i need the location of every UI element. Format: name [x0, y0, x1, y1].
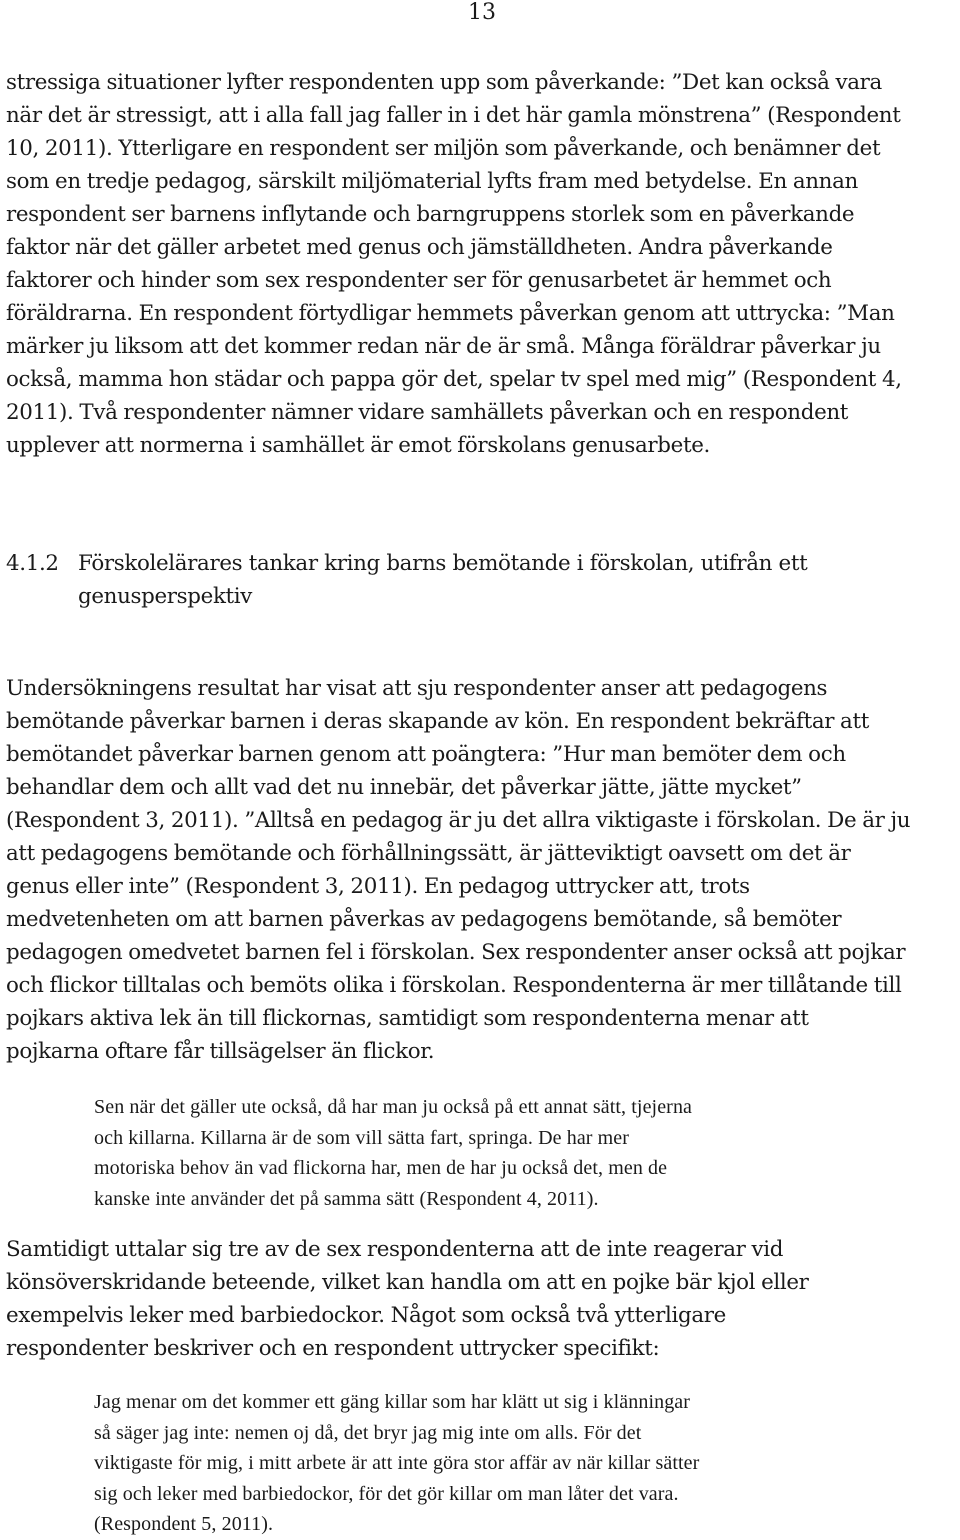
- text-line: genus eller inte” (Respondent 3, 2011). En pedagog uttrycker att, trots: [6, 874, 750, 899]
- quote-line: Sen när det gäller ute också, då har man ju också på ett annat sätt, tjejerna: [94, 1096, 693, 1118]
- text-line: faktorer och hinder som sex respondenter ser för genusarbetet är hemmet och: [6, 268, 832, 293]
- quote-line: sig och leker med barbiedockor, för det gör killar om man låter det vara.: [94, 1482, 679, 1505]
- text-line: bemötande påverkar barnen i deras skapande av kön. En respondent bekräftar att: [6, 709, 869, 734]
- text-line: medvetenheten om att barnen påverkas av pedagogens bemötande, så bemöter: [6, 907, 842, 932]
- text-line: respondenter beskriver och en respondent uttrycker specifikt:: [6, 1336, 660, 1361]
- quote-line: viktigaste för mig, i mitt arbete är att inte göra stor affär av när killar sätter: [94, 1452, 700, 1474]
- text-line: 2011). Två respondenter nämner vidare samhällets påverkan och en respondent: [6, 400, 849, 425]
- body-paragraph-3: [6, 1233, 809, 1365]
- text-line: bemötandet påverkar barnen genom att poängtera: ”Hur man bemöter dem och: [6, 742, 846, 767]
- quote-line: Jag menar om det kommer ett gäng killar som har klätt ut sig i klänningar: [94, 1391, 691, 1413]
- text-line: respondent ser barnens inflytande och barngruppens storlek som en påverkande: [6, 202, 855, 227]
- text-line: Undersökningens resultat har visat att sju respondenter anser att pedagogens: [6, 676, 828, 701]
- section-title-line: Förskolelärares tankar kring barns bemötande i förskolan, utifrån ett: [78, 551, 808, 576]
- text-line: faktor när det gäller arbetet med genus och jämställdheten. Andra påverkande: [6, 235, 833, 260]
- text-line: pojkarna oftare får tillsägelser än flickor.: [6, 1039, 435, 1064]
- block-quote-1: [94, 1092, 692, 1214]
- text-line: pedagogen omedvetet barnen fel i förskolan. Sex respondenter anser också att pojkar: [6, 940, 906, 965]
- text-line: (Respondent 3, 2011). ”Alltså en pedagog är ju det allra viktigaste i förskolan. De är ju: [6, 808, 911, 833]
- text-line: Samtidigt uttalar sig tre av de sex respondenterna att de inte reagerar vid: [6, 1237, 784, 1262]
- text-line: 10, 2011). Ytterligare en respondent ser miljön som påverkande, och benämner det: [6, 136, 881, 161]
- body-paragraph-1: [6, 66, 902, 462]
- text-line: föräldrarna. En respondent förtydligar hemmets påverkan genom att uttrycka: ”Man: [6, 301, 895, 326]
- text-line: stressiga situationer lyfter respondenten upp som påverkande: ”Det kan också vara: [6, 70, 882, 95]
- section-title: [78, 547, 807, 613]
- quote-line: (Respondent 5, 2011).: [94, 1513, 274, 1535]
- text-line: som en tredje pedagog, särskilt miljömaterial lyfts fram med betydelse. En annan: [6, 169, 858, 194]
- text-line: exempelvis leker med barbiedockor. Något som också två ytterligare: [6, 1303, 726, 1328]
- block-quote-2: [94, 1387, 699, 1540]
- text-line: och flickor tilltalas och bemöts olika i förskolan. Respondenterna är mer tillåtande till: [6, 973, 902, 998]
- quote-line: och killarna. Killarna är de som vill sätta fart, springa. De har mer: [94, 1126, 630, 1149]
- text-line: att pedagogens bemötande och förhållningssätt, är jätteviktigt oavsett om det är: [6, 841, 851, 866]
- quote-line: motoriska behov än vad flickorna har, men de har ju också det, men de: [94, 1157, 668, 1179]
- text-line: också, mamma hon städar och pappa gör det, spelar tv spel med mig” (Respondent 4,: [6, 367, 902, 392]
- section-number: 4.1.2: [6, 551, 59, 576]
- quote-line: kanske inte använder det på samma sätt (Respondent 4, 2011).: [94, 1187, 599, 1210]
- text-line: när det är stressigt, att i alla fall jag faller in i det här gamla mönstrena” (Respondent: [6, 103, 901, 128]
- text-line: behandlar dem och allt vad det nu innebär, det påverkar jätte, jätte mycket”: [6, 775, 802, 800]
- text-line: pojkars aktiva lek än till flickornas, samtidigt som respondenterna menar att: [6, 1006, 809, 1031]
- text-line: märker ju liksom att det kommer redan när de är små. Många föräldrar påverkar ju: [6, 334, 881, 359]
- text-line: upplever att normerna i samhället är emot förskolans genusarbete.: [6, 433, 710, 458]
- section-title-line: genusperspektiv: [78, 584, 253, 609]
- body-paragraph-2: [6, 672, 910, 1068]
- quote-line: så säger jag inte: nemen oj då, det bryr jag mig inte om alls. För det: [94, 1421, 642, 1444]
- text-line: könsöverskridande beteende, vilket kan handla om att en pojke bär kjol eller: [6, 1270, 809, 1295]
- page-number: 13: [468, 0, 496, 25]
